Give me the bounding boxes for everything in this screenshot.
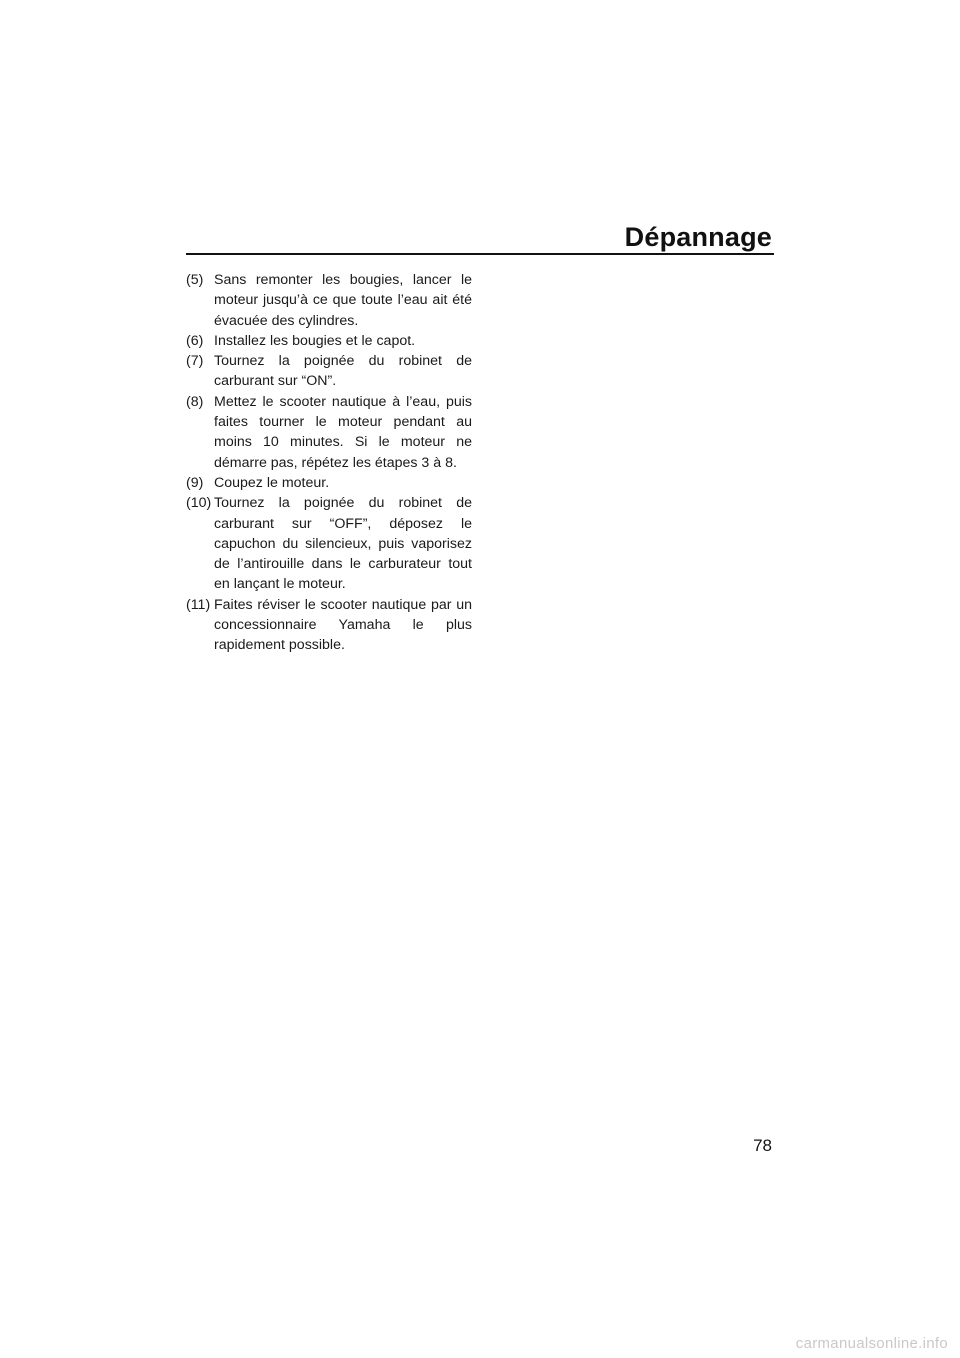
watermark: carmanualsonline.info <box>795 1335 948 1352</box>
page-title: Dépannage <box>624 222 772 252</box>
step-number: (11) <box>186 596 211 613</box>
title-divider <box>186 253 774 255</box>
page-number: 78 <box>753 1136 772 1155</box>
step-number: (9) <box>186 474 204 491</box>
step-number: (5) <box>186 272 204 288</box>
step-number: (7) <box>186 353 204 370</box>
step-text: Mettez le scooter nautique à l’eau, puis faites tourner le moteur pendant au moins 10 minutes. Si le moteur ne démarre pas, répétez les étapes 3 à 8. <box>214 393 472 471</box>
procedure-steps <box>186 270 472 656</box>
step-text: Sans remonter les bougies, lancer le moteur jusqu’à ce que toute l’eau ait été évacuée des cylindres. <box>214 272 472 329</box>
step-text: Tournez la poignée du robinet de carburant sur “ON”. <box>214 353 472 390</box>
step-text: Installez les bougies et le capot. <box>214 332 416 349</box>
step-item <box>186 493 472 594</box>
step-text: Tournez la poignée du robinet de carburant sur “OFF”, déposez le capuchon du silencieux, puis vaporisez de l’antirouille dans le carburateur tout en lançant le moteur. <box>214 495 472 593</box>
step-item <box>186 595 472 656</box>
step-item <box>186 270 472 331</box>
step-item <box>186 331 472 351</box>
step-number: (10) <box>186 495 212 512</box>
step-text: Faites réviser le scooter nautique par un concessionnaire Yamaha le plus rapidement possible. <box>214 596 472 654</box>
step-item <box>186 473 472 493</box>
step-number: (8) <box>186 393 204 410</box>
step-item <box>186 392 472 473</box>
step-item <box>186 351 472 392</box>
step-text: Coupez le moteur. <box>214 474 330 491</box>
step-number: (6) <box>186 332 204 349</box>
